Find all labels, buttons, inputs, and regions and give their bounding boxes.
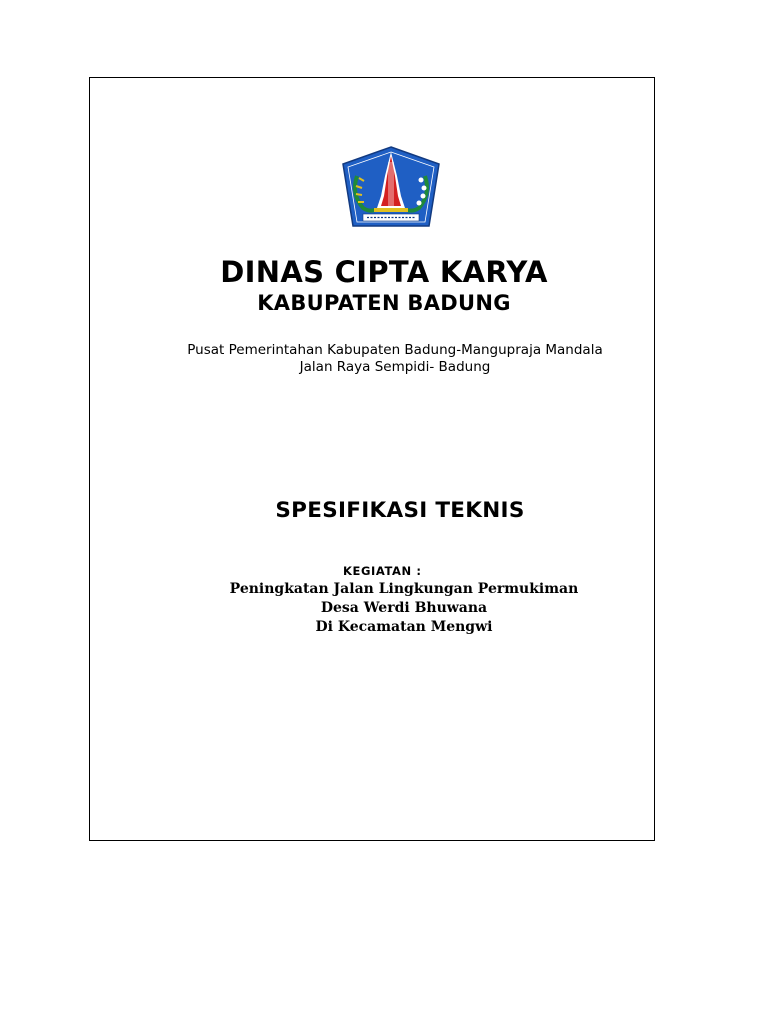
badung-emblem-icon	[341, 146, 441, 228]
agency-title: DINAS CIPTA KARYA	[220, 255, 548, 289]
agency-subtitle: KABUPATEN BADUNG	[257, 291, 511, 315]
document-title: SPESIFIKASI TEKNIS	[275, 498, 525, 523]
kegiatan-line-2: Desa Werdi Bhuwana	[320, 600, 488, 616]
address-line-2: Jalan Raya Sempidi- Badung	[299, 359, 491, 375]
kegiatan-line-1: Peningkatan Jalan Lingkungan Permukiman	[229, 581, 579, 597]
address-line-1: Pusat Pemerintahan Kabupaten Badung-Mangupraja Mandala	[187, 342, 603, 358]
kegiatan-label: KEGIATAN :	[343, 564, 422, 578]
kegiatan-line-3: Di Kecamatan Mengwi	[315, 619, 493, 635]
